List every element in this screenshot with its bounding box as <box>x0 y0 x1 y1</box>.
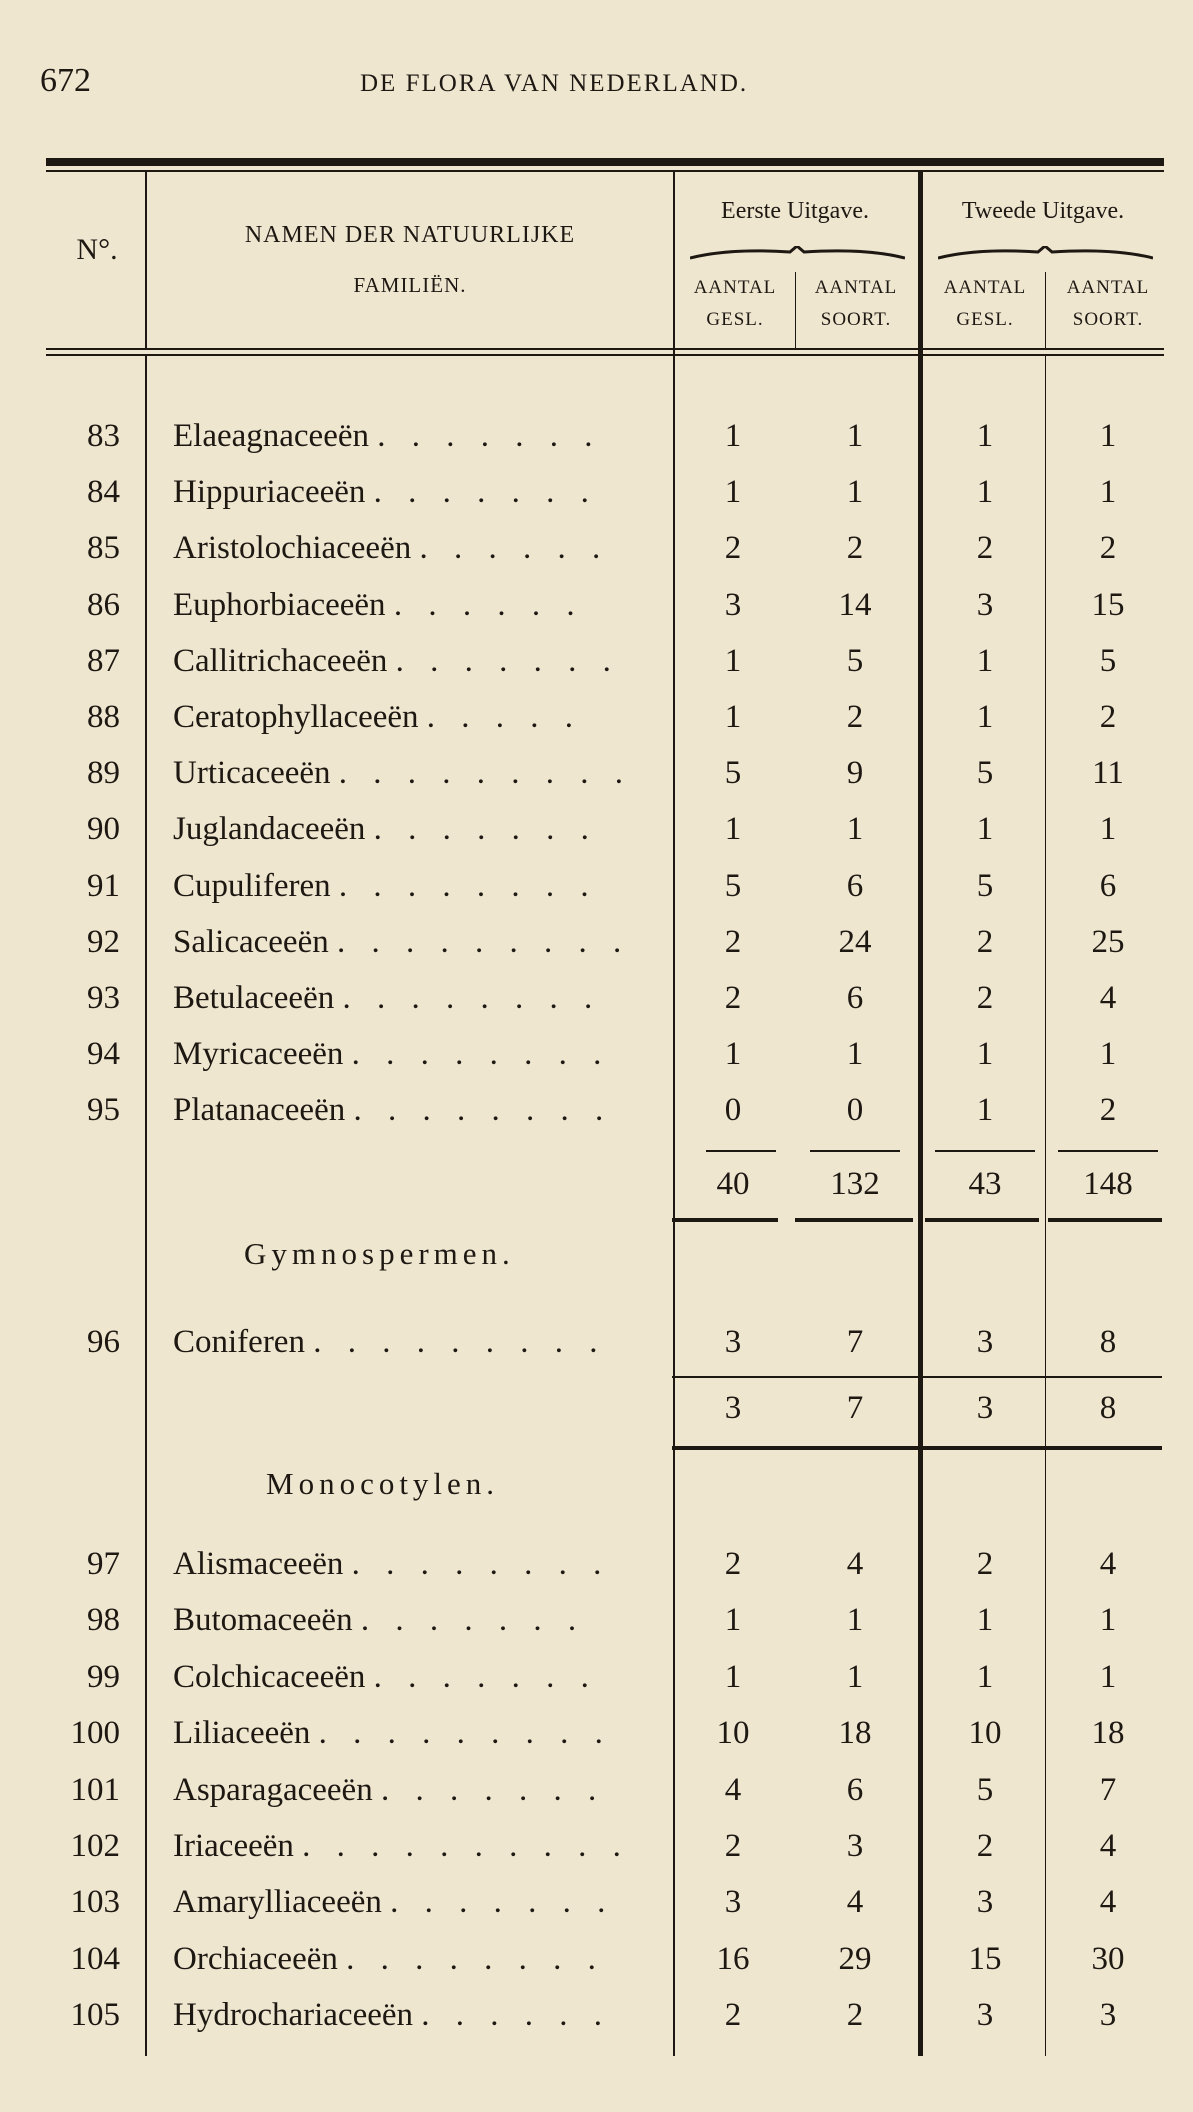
family-name: Amarylliaceeën <box>173 1884 382 1921</box>
header-gesl-2: GESL. <box>956 309 1014 330</box>
family-name: Orchiaceeën <box>173 1940 338 1977</box>
family-number: 92 <box>87 923 120 960</box>
total-value: 148 <box>1083 1166 1133 1202</box>
second-genera: 1 <box>976 1658 994 1695</box>
second-genera: 1 <box>976 1036 994 1073</box>
first-genera: 1 <box>724 1036 742 1073</box>
second-genera: 1 <box>976 474 994 511</box>
leader-dots: . . . . . . . <box>377 418 602 454</box>
family-name: Hydrochariaceeën <box>173 1997 414 2034</box>
family-name: Juglandaceeën <box>173 811 366 848</box>
first-species: 3 <box>846 1828 864 1864</box>
leader-dots: . . . . . . . <box>395 642 620 679</box>
header-second-edition: Tweede Uitgave. <box>961 198 1125 224</box>
header-names-line1: NAMEN DER NATUURLIJKE <box>244 222 576 248</box>
family-number: 99 <box>87 1658 120 1695</box>
family-name: Platanaceeën <box>173 1092 346 1129</box>
family-name-cell <box>173 1602 643 1639</box>
family-name-cell <box>173 755 643 792</box>
header-soort-1: SOORT. <box>820 309 892 330</box>
first-genera: 5 <box>724 755 742 792</box>
first-genera: 2 <box>724 923 742 960</box>
first-edition-brace <box>690 246 905 262</box>
second-genera: 3 <box>976 1324 994 1360</box>
total-double-rule <box>1048 1218 1162 1222</box>
first-species: 1 <box>846 1602 864 1639</box>
leader-dots: . . . . . . <box>419 530 610 567</box>
family-number: 101 <box>70 1771 120 1808</box>
total-rule <box>706 1150 776 1152</box>
table-row <box>0 581 1193 637</box>
table-row <box>0 468 1193 524</box>
header-gesl-1: GESL. <box>706 309 764 330</box>
second-species: 30 <box>1091 1940 1125 1977</box>
second-species: 4 <box>1099 1546 1117 1582</box>
total-double-rule <box>672 1218 778 1222</box>
second-genera: 1 <box>976 1602 994 1639</box>
second-species: 4 <box>1099 1884 1117 1921</box>
family-name-cell <box>173 1828 643 1865</box>
family-name-cell <box>173 811 643 848</box>
table-row <box>0 1991 1193 2047</box>
total-rule <box>1058 1150 1158 1152</box>
second-species: 4 <box>1099 980 1117 1016</box>
table-row <box>0 1709 1193 1765</box>
family-name: Salicaceeën <box>173 923 329 960</box>
header-soort-2: SOORT. <box>1072 309 1144 330</box>
first-genera: 2 <box>724 980 742 1016</box>
header-aantal-3: AANTAL <box>943 277 1027 298</box>
family-name: Coniferen <box>173 1324 305 1360</box>
running-title: DE FLORA VAN NEDERLAND. <box>360 70 749 97</box>
second-species: 4 <box>1099 1828 1117 1864</box>
family-number: 98 <box>87 1602 120 1639</box>
family-name-cell <box>173 1036 643 1073</box>
family-number: 105 <box>70 1997 120 2034</box>
leader-dots: . . . . . . . . . . <box>302 1828 630 1864</box>
family-name: Myricaceeën <box>173 1036 344 1073</box>
first-species: 14 <box>838 586 872 623</box>
family-number: 93 <box>87 980 120 1016</box>
leader-dots: . . . . . . . . . <box>338 755 633 792</box>
family-name-cell <box>173 530 643 567</box>
second-genera: 2 <box>976 923 994 960</box>
second-genera: 3 <box>976 1997 994 2034</box>
top-thick-rule <box>46 158 1164 166</box>
first-species: 6 <box>846 1771 864 1808</box>
family-name: Liliaceeën <box>173 1715 311 1752</box>
gymnospermen-double-rule <box>672 1446 1162 1450</box>
second-species: 6 <box>1099 867 1117 904</box>
first-genera: 5 <box>724 867 742 904</box>
first-genera: 1 <box>724 418 742 454</box>
family-name: Hippuriaceeën <box>173 474 366 511</box>
family-name: Asparagaceeën <box>173 1771 373 1808</box>
second-species: 15 <box>1091 586 1125 623</box>
total-value: 40 <box>716 1166 750 1202</box>
total-value: 43 <box>968 1166 1002 1202</box>
leader-dots: . . . . . . . . <box>342 980 602 1016</box>
second-species: 18 <box>1091 1715 1125 1752</box>
second-species: 8 <box>1099 1324 1117 1360</box>
second-genera: 1 <box>976 699 994 735</box>
header-aantal-1: AANTAL <box>693 277 777 298</box>
leader-dots: . . . . . . <box>393 586 584 623</box>
family-name-cell <box>173 980 643 1017</box>
header-rule-1 <box>46 348 1164 350</box>
first-species: 1 <box>846 1658 864 1695</box>
table-row <box>0 1878 1193 1934</box>
leader-dots: . . . . . . . . <box>346 1940 605 1977</box>
first-species: 9 <box>846 755 864 792</box>
second-species: 3 <box>1099 1997 1117 2034</box>
first-species: 1 <box>846 418 864 454</box>
first-genera: 2 <box>724 1828 742 1864</box>
gymnospermen-total <box>0 1384 1193 1440</box>
leader-dots: . . . . . . <box>421 1997 612 2034</box>
family-name-cell <box>173 699 643 736</box>
leader-dots: . . . . . <box>426 699 583 735</box>
table-row <box>0 1030 1193 1086</box>
family-name: Butomaceeën <box>173 1602 353 1639</box>
first-species: 2 <box>846 699 864 735</box>
family-name: Callitrichaceeën <box>173 642 388 679</box>
family-name-cell <box>173 924 643 961</box>
family-number: 103 <box>70 1884 120 1921</box>
table-row <box>0 524 1193 580</box>
table-row <box>0 1935 1193 1991</box>
family-name: Urticaceeën <box>173 755 331 792</box>
total-value: 3 <box>976 1390 994 1426</box>
table-row <box>0 1318 1193 1374</box>
family-name-cell <box>173 1324 643 1361</box>
section-title-gymnospermen: Gymnospermen. <box>244 1236 515 1271</box>
second-edition-brace <box>938 246 1153 262</box>
table-row <box>0 1540 1193 1596</box>
first-species: 1 <box>846 811 864 848</box>
family-name: Euphorbiaceeën <box>173 586 386 623</box>
header-first-edition: Eerste Uitgave. <box>721 198 869 224</box>
table-row <box>0 1086 1193 1142</box>
second-species: 1 <box>1099 474 1117 511</box>
first-species: 18 <box>838 1715 872 1752</box>
first-genera: 1 <box>724 811 742 848</box>
family-number: 104 <box>70 1940 120 1977</box>
second-species: 1 <box>1099 1602 1117 1639</box>
family-name: Iriaceeën <box>173 1828 294 1864</box>
leader-dots: . . . . . . . . <box>353 1092 613 1129</box>
second-species: 2 <box>1099 1092 1117 1129</box>
total-value: 132 <box>830 1166 880 1202</box>
table-row <box>0 1766 1193 1822</box>
first-genera: 1 <box>724 1602 742 1639</box>
family-name: Aristolochiaceeën <box>173 530 412 567</box>
first-genera: 3 <box>724 1884 742 1921</box>
section-title-monocotylen: Monocotylen. <box>266 1466 500 1501</box>
first-species: 4 <box>846 1884 864 1921</box>
group-1-total <box>0 1160 1193 1216</box>
family-number: 86 <box>87 586 120 623</box>
table-row <box>0 637 1193 693</box>
second-genera: 5 <box>976 867 994 904</box>
second-genera: 2 <box>976 530 994 567</box>
second-species: 7 <box>1099 1771 1117 1808</box>
second-species: 11 <box>1092 755 1124 792</box>
family-name-cell <box>173 1884 643 1921</box>
first-genera: 3 <box>724 586 742 623</box>
second-species: 25 <box>1091 923 1125 960</box>
total-value: 8 <box>1099 1390 1117 1426</box>
family-name: Betulaceeën <box>173 980 335 1016</box>
first-genera: 10 <box>716 1715 750 1752</box>
family-name-cell <box>173 1941 643 1978</box>
header-aantal-2: AANTAL <box>814 277 898 298</box>
second-species: 2 <box>1099 530 1117 567</box>
first-genera: 1 <box>724 1658 742 1695</box>
family-name: Elaeagnaceeën <box>173 418 370 454</box>
table-row <box>0 1822 1193 1878</box>
first-genera: 1 <box>724 642 742 679</box>
leader-dots: . . . . . . . <box>380 1771 606 1808</box>
leader-dots: . . . . . . . <box>373 811 598 848</box>
family-number: 83 <box>87 418 120 454</box>
leader-dots: . . . . . . . . . <box>336 923 631 960</box>
first-genera: 4 <box>724 1771 742 1808</box>
header-rule-2 <box>46 354 1164 356</box>
table-row <box>0 862 1193 918</box>
leader-dots: . . . . . . . <box>373 474 598 511</box>
vline-no-header <box>145 172 147 348</box>
table-row <box>0 693 1193 749</box>
total-rule <box>935 1150 1035 1152</box>
vline-second-sub-header <box>1045 272 1046 348</box>
second-species: 5 <box>1099 642 1117 679</box>
second-genera: 2 <box>976 1546 994 1582</box>
second-genera: 2 <box>976 1828 994 1864</box>
first-species: 2 <box>846 1997 864 2034</box>
second-species: 1 <box>1099 1658 1117 1695</box>
vline-first-sub-header <box>795 272 796 348</box>
leader-dots: . . . . . . . . <box>338 867 598 904</box>
second-species: 2 <box>1099 699 1117 735</box>
leader-dots: . . . . . . . <box>360 1602 586 1639</box>
total-value: 3 <box>724 1390 742 1426</box>
second-genera: 5 <box>976 1771 994 1808</box>
table-row <box>0 918 1193 974</box>
family-number: 88 <box>87 699 120 735</box>
leader-dots: . . . . . . . . . <box>313 1324 607 1360</box>
family-name-cell <box>173 643 643 680</box>
table-row <box>0 805 1193 861</box>
family-number: 94 <box>87 1036 120 1073</box>
total-rule <box>810 1150 900 1152</box>
first-species: 2 <box>846 530 864 567</box>
table-row <box>0 749 1193 805</box>
family-name-cell <box>173 1997 643 2034</box>
table-row <box>0 412 1193 468</box>
family-name-cell <box>173 474 643 511</box>
second-species: 1 <box>1099 418 1117 454</box>
table-row <box>0 1596 1193 1652</box>
header-names-line2: FAMILIËN. <box>353 273 467 297</box>
second-species: 1 <box>1099 811 1117 848</box>
family-name-cell <box>173 418 643 455</box>
leader-dots: . . . . . . . . <box>351 1546 611 1582</box>
family-name: Colchicaceeën <box>173 1658 366 1695</box>
family-number: 100 <box>70 1715 120 1752</box>
first-species: 0 <box>846 1092 864 1129</box>
leader-dots: . . . . . . . <box>390 1884 615 1921</box>
family-name: Cupuliferen <box>173 867 331 904</box>
top-thin-rule <box>46 170 1164 172</box>
first-species: 1 <box>846 1036 864 1073</box>
first-species: 7 <box>846 1324 864 1360</box>
leader-dots: . . . . . . . . . <box>318 1715 612 1752</box>
second-genera: 3 <box>976 1884 994 1921</box>
first-genera: 1 <box>724 699 742 735</box>
second-species: 1 <box>1099 1036 1117 1073</box>
family-number: 84 <box>87 474 120 511</box>
first-genera: 3 <box>724 1324 742 1360</box>
first-species: 1 <box>846 474 864 511</box>
header-no: N°. <box>76 233 118 266</box>
leader-dots: . . . . . . . <box>373 1658 598 1695</box>
first-species: 24 <box>838 923 872 960</box>
family-number: 87 <box>87 642 120 679</box>
family-name-cell <box>173 1546 643 1583</box>
family-name-cell <box>173 1092 643 1129</box>
total-value: 7 <box>846 1390 864 1426</box>
first-species: 4 <box>846 1546 864 1582</box>
first-species: 6 <box>846 867 864 904</box>
table-row <box>0 974 1193 1030</box>
family-name-cell <box>173 587 643 624</box>
family-name-cell <box>173 1715 643 1752</box>
family-name-cell <box>173 1659 643 1696</box>
header-aantal-4: AANTAL <box>1066 277 1150 298</box>
first-genera: 2 <box>724 1546 742 1582</box>
second-genera: 1 <box>976 418 994 454</box>
family-name: Ceratophyllaceeën <box>173 699 419 735</box>
total-double-rule <box>925 1218 1039 1222</box>
family-number: 90 <box>87 811 120 848</box>
first-genera: 2 <box>724 1997 742 2034</box>
second-genera: 1 <box>976 642 994 679</box>
first-genera: 1 <box>724 474 742 511</box>
second-genera: 1 <box>976 1092 994 1129</box>
family-number: 95 <box>87 1092 120 1129</box>
second-genera: 3 <box>976 586 994 623</box>
second-genera: 2 <box>976 980 994 1016</box>
family-number: 102 <box>70 1828 120 1864</box>
second-genera: 1 <box>976 811 994 848</box>
gymnospermen-total-rule <box>672 1376 1162 1378</box>
second-genera: 15 <box>968 1940 1002 1977</box>
first-species: 5 <box>846 642 864 679</box>
leader-dots: . . . . . . . . <box>351 1036 611 1073</box>
family-number: 85 <box>87 530 120 567</box>
family-name-cell <box>173 1772 643 1809</box>
table-row <box>0 1653 1193 1709</box>
first-species: 29 <box>838 1940 872 1977</box>
second-genera: 5 <box>976 755 994 792</box>
family-number: 89 <box>87 755 120 792</box>
page-number: 672 <box>40 62 91 99</box>
family-number: 96 <box>87 1324 120 1360</box>
first-genera: 2 <box>724 530 742 567</box>
family-name: Alismaceeën <box>173 1546 344 1582</box>
first-genera: 16 <box>716 1940 750 1977</box>
family-number: 91 <box>87 867 120 904</box>
first-species: 6 <box>846 980 864 1016</box>
total-double-rule <box>795 1218 913 1222</box>
family-number: 97 <box>87 1546 120 1582</box>
first-genera: 0 <box>724 1092 742 1129</box>
second-genera: 10 <box>968 1715 1002 1752</box>
family-name-cell <box>173 868 643 905</box>
